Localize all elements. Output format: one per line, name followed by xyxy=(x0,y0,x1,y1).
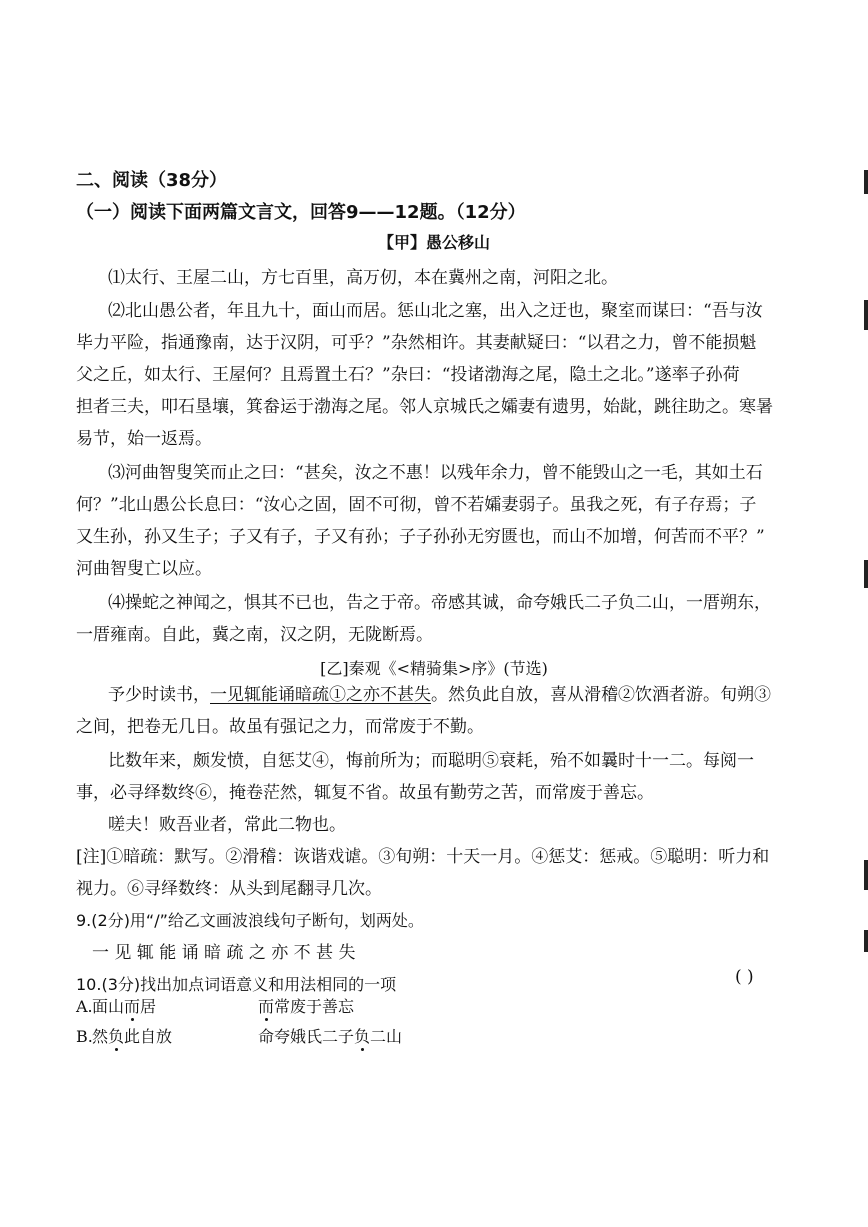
passage-jia-line: 父之丘，如太行、王屋何？且焉置土石？”杂曰：“投诸渤海之尾，隐土之北。”遂率子孙荷 xyxy=(76,365,740,385)
passage-jia-line: ⑵北山愚公者，年且九十，面山而居。惩山北之塞，出入之迂也，聚室而谋曰：“吾与汝 xyxy=(108,301,763,321)
passage-jia-line: 河曲智叟亡以应。 xyxy=(76,559,212,579)
question-9-sentence: 一 见 辄 能 诵 暗 疏 之 亦 不 甚 失 xyxy=(92,943,356,963)
dotted-word: 负 xyxy=(354,1027,371,1046)
passage-jia-line: 一厝雍南。自此，冀之南，汉之阴，无陇断焉。 xyxy=(76,625,433,645)
option-b-left: 然负此自放 xyxy=(92,1027,173,1046)
scan-edge-mark xyxy=(864,860,868,890)
dotted-word: 而 xyxy=(258,997,275,1016)
option-a-left: 面山而居 xyxy=(92,997,157,1016)
sub-heading: （一）阅读下面两篇文言文，回答9——12题。（12分） xyxy=(76,202,526,223)
passage-yi-line-1 xyxy=(108,684,771,706)
question-10-stem: 10.(3分)找出加点词语意义和用法相同的一项 xyxy=(76,975,397,994)
passage-yi-line: 事，必寻绎数终⑥，掩卷茫然，辄复不省。故虽有勤劳之苦，而常废于善忘。 xyxy=(76,783,654,803)
scan-edge-mark xyxy=(864,300,868,330)
passage-yi-title: [乙]秦观《<精骑集>序》(节选) xyxy=(320,659,548,678)
scan-edge-mark xyxy=(864,560,868,588)
passage-yi-line: 嗟夫！败吾业者，常此二物也。 xyxy=(108,815,346,835)
passage-jia-title: 【甲】愚公移山 xyxy=(377,233,490,252)
dotted-word: 负 xyxy=(108,1027,125,1046)
notes-line: [注]①暗疏：默写。②滑稽：诙谐戏谑。③旬朔：十天一月。④惩艾：惩戒。⑤聪明：听力和 xyxy=(76,847,770,867)
passage-jia-line: ⑶河曲智叟笑而止之曰：“甚矣，汝之不惠！以残年余力，曾不能毁山之一毛，其如土石 xyxy=(108,463,763,483)
scan-edge-mark xyxy=(864,170,868,194)
option-a-right: 而常废于善忘 xyxy=(258,997,355,1016)
scan-edge-mark xyxy=(864,930,868,952)
passage-yi-line: 比数年来，颇发愤，自惩艾④，悔前所为；而聪明⑤衰耗，殆不如曩时十一二。每阅一 xyxy=(108,751,754,771)
option-a-label: A. xyxy=(76,997,93,1016)
passage-jia-line: ⑴太行、王屋二山，方七百里，高万仞，本在冀州之南，河阳之北。 xyxy=(108,268,618,288)
yi-line-1-pre: 予少时读书， xyxy=(108,685,210,705)
option-b-right: 命夸娥氏二子负二山 xyxy=(258,1027,403,1046)
passage-jia-line: 担者三夫，叩石垦壤，箕畚运于渤海之尾。邻人京城氏之孀妻有遗男，始龀，跳往助之。寒暑 xyxy=(76,397,773,417)
yi-line-1-post: 。然负此自放，喜从滑稽②饮酒者游。旬朔③ xyxy=(431,685,771,705)
passage-jia-line: ⑷操蛇之神闻之，惧其不已也，告之于帝。帝感其诚，命夸娥氏二子负二山，一厝朔东， xyxy=(108,593,771,613)
passage-jia-line: 又生孙，孙又生子；子又有子，子又有孙；子子孙孙无穷匮也，而山不加增，何苦而不平？” xyxy=(76,527,765,547)
passage-yi-line: 之间，把卷无几日。故虽有强记之力，而常废于不勤。 xyxy=(76,717,484,737)
passage-jia-line: 毕力平险，指通豫南，达于汉阴，可乎？”杂然相许。其妻献疑曰：“以君之力，曾不能损魁 xyxy=(76,333,757,353)
dotted-word: 而 xyxy=(124,997,141,1016)
passage-jia-line: 易节，始一返焉。 xyxy=(76,429,212,449)
question-9-stem: 9.(2分)用“/”给乙文画波浪线句子断句，划两处。 xyxy=(76,911,424,930)
option-b-label: B. xyxy=(76,1027,93,1046)
section-heading: 二、阅读（38分） xyxy=(76,170,228,191)
notes-line: 视力。⑥寻绎数终：从头到尾翻寻几次。 xyxy=(76,879,382,899)
answer-bracket[interactable]: ( ) xyxy=(735,967,754,987)
wavy-underlined-sentence: 一见辄能诵暗疏①之亦不甚失 xyxy=(210,685,431,705)
passage-jia-line: 何？”北山愚公长息曰：“汝心之固，固不可彻，曾不若孀妻弱子。虽我之死，有子存焉；子 xyxy=(76,495,757,515)
